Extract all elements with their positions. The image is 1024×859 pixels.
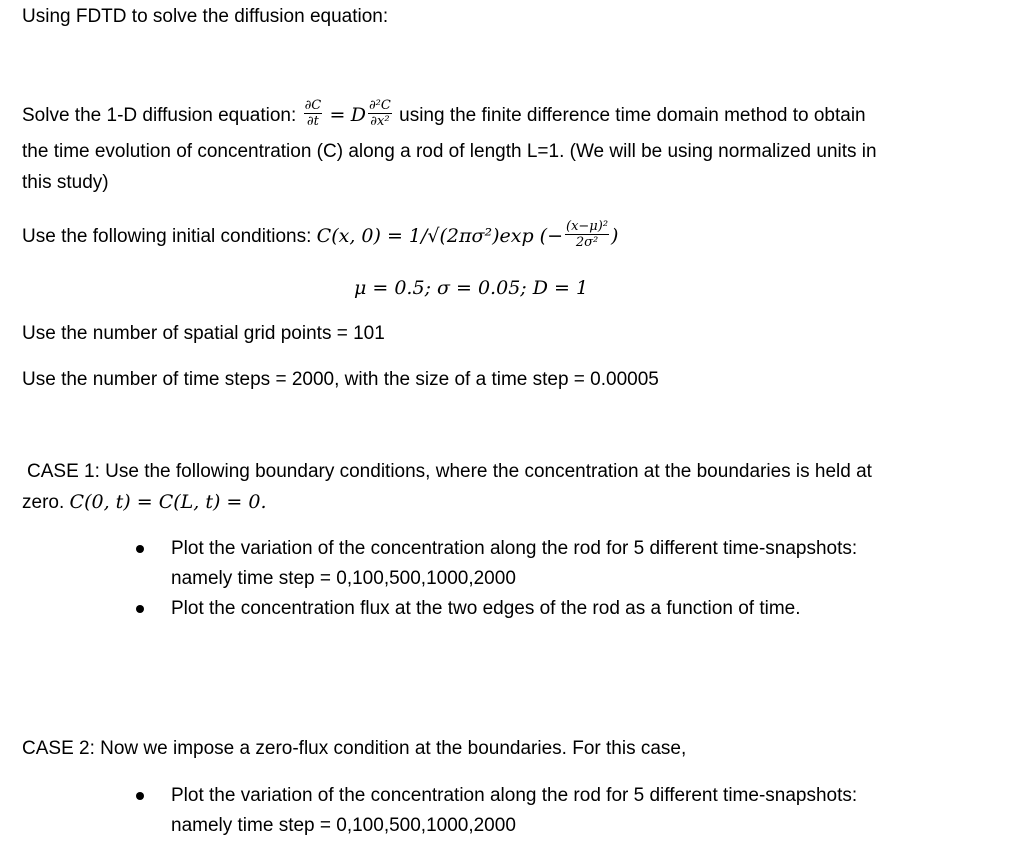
case1-boundary-math: C(0, t) = C(L, t) = 0. (69, 491, 267, 513)
space-derivative (368, 99, 392, 128)
case1-text: CASE 1: Use the following boundary conditions, where the concentration at the boundaries is held at (27, 461, 872, 482)
case1-boundary (22, 485, 267, 520)
time-derivative-numerator: ∂C (304, 98, 322, 114)
page-title: Using FDTD to solve the diffusion equation: (22, 6, 389, 27)
bullet-line: Plot the variation of the concentration along the rod for 5 different time-snapshots: (171, 538, 858, 559)
case1-bullet-list (136, 534, 857, 624)
space-derivative-denominator: ∂x² (370, 114, 390, 130)
time-derivative-denominator: ∂t (306, 114, 319, 130)
initial-conditions (22, 219, 618, 254)
bullet-line: Plot the variation of the concentration along the rod for 5 different time-snapshots: (171, 785, 858, 806)
parameters: μ = 0.5; σ = 0.05; D = 1 (354, 277, 589, 299)
bullet-line: Plot the concentration flux at the two edges of the rod as a function of time. (171, 598, 801, 619)
problem-line2: the time evolution of concentration (C) along a rod of length L=1. (We will be using normalized units in (22, 141, 877, 162)
diffusion-coefficient: D (350, 104, 366, 126)
case2-text: CASE 2: Now we impose a zero-flux condition at the boundaries. For this case, (22, 738, 687, 759)
problem-intro: Solve the 1-D diffusion equation: (22, 105, 297, 126)
bullet-line: namely time step = 0,100,500,1000,2000 (171, 815, 516, 836)
initial-conditions-label: Use the following initial conditions: (22, 226, 312, 247)
bullet-icon (136, 792, 144, 800)
list-item (136, 594, 857, 624)
gaussian-exponent-numerator: (x−μ)² (566, 219, 609, 235)
problem-line3: this study) (22, 172, 109, 193)
time-steps: Use the number of time steps = 2000, with the size of a time step = 0.00005 (22, 369, 659, 390)
gaussian-exponent (565, 220, 609, 249)
problem-line1-end: using the finite difference time domain method to obtain (399, 105, 866, 126)
space-derivative-numerator: ∂²C (368, 98, 391, 114)
initial-conditions-formula: C(x, 0) = 1/√(2πσ²)exp (− (316, 225, 563, 247)
list-item (136, 781, 857, 841)
bullet-icon (136, 605, 144, 613)
grid-points: Use the number of spatial grid points = 101 (22, 323, 385, 344)
case1-boundary-prefix: zero. (22, 492, 65, 513)
bullet-line: namely time step = 0,100,500,1000,2000 (171, 568, 516, 589)
formula-close-paren: ) (611, 225, 619, 247)
equals-sign: = (329, 104, 346, 126)
gaussian-exponent-denominator: 2σ² (575, 235, 599, 251)
bullet-icon (136, 545, 144, 553)
list-item (136, 534, 857, 594)
time-derivative (304, 99, 323, 128)
case2-bullet-list (136, 781, 857, 841)
problem-statement (22, 98, 866, 133)
